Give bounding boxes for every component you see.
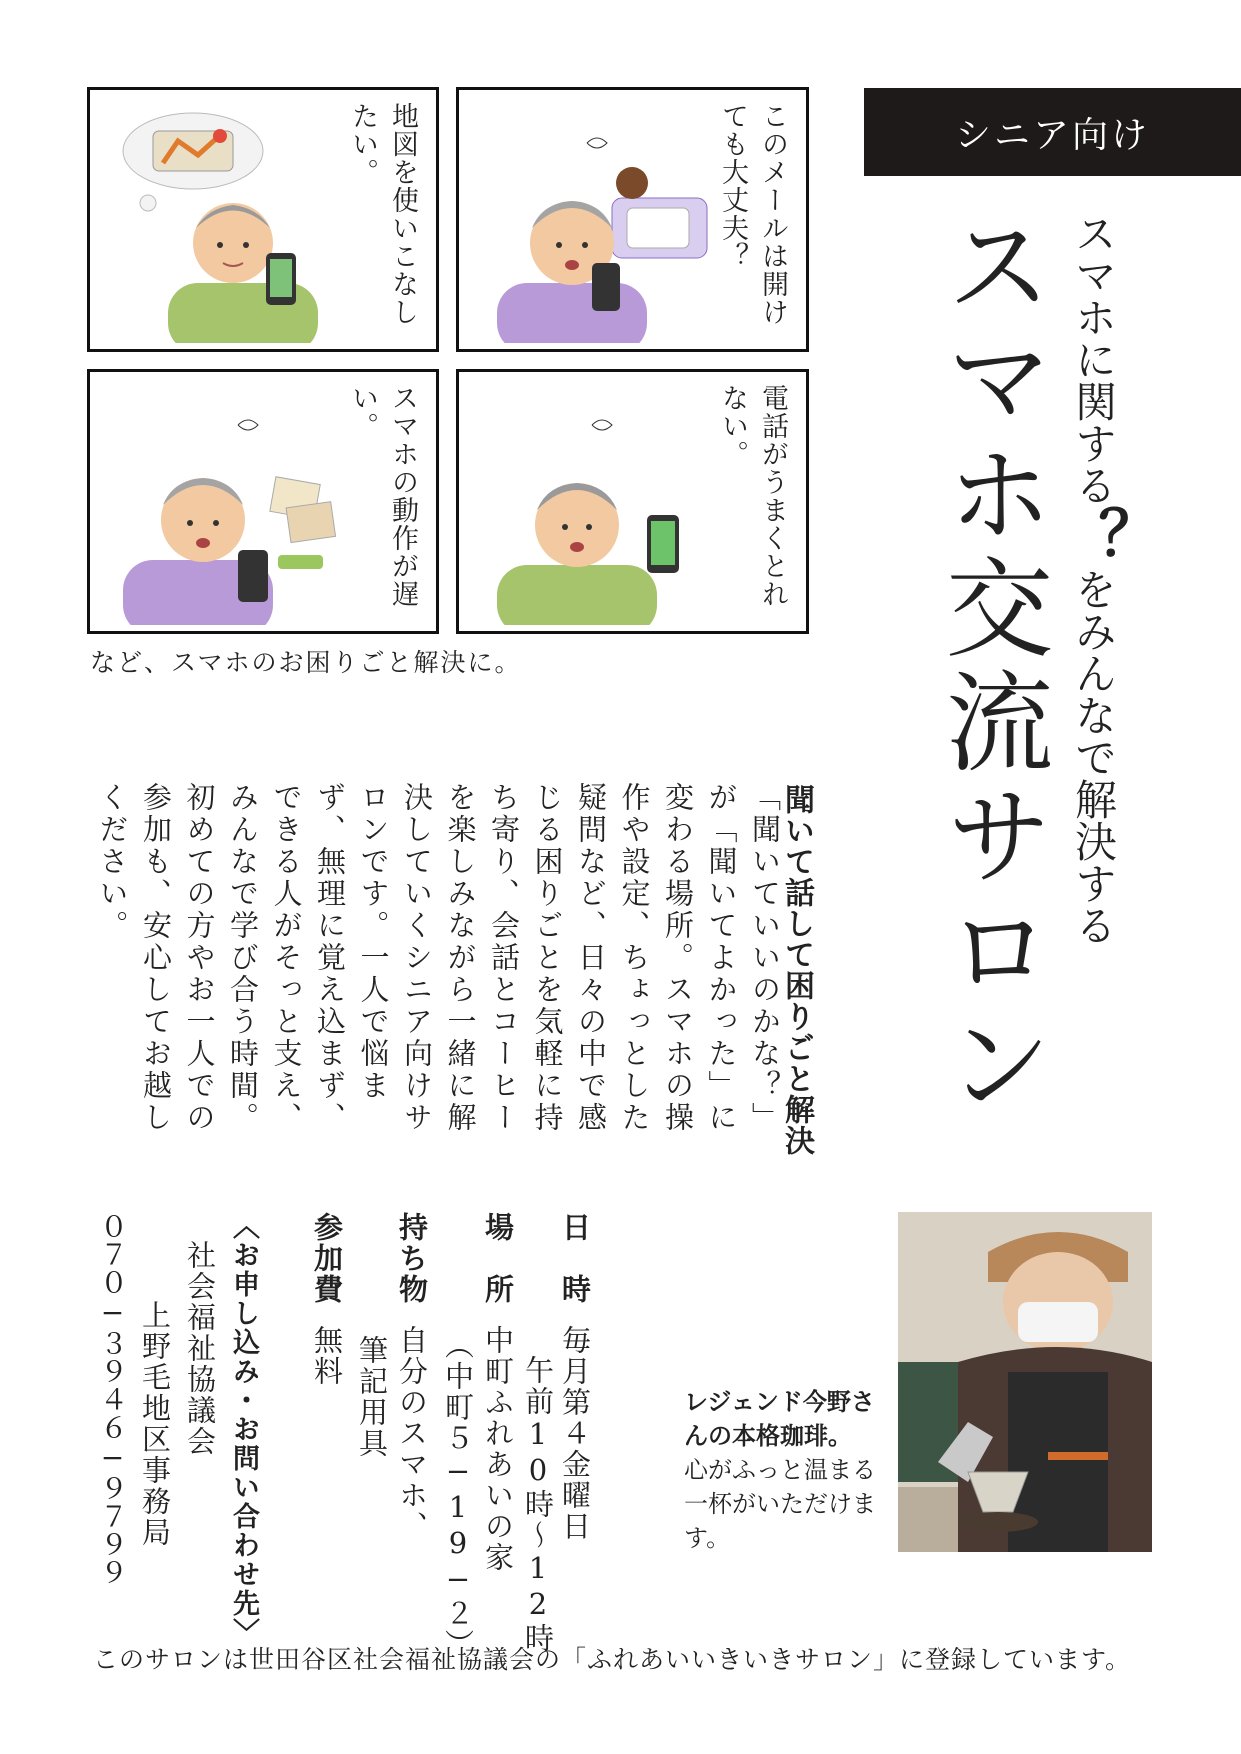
subtitle-before: スマホに関する — [1069, 212, 1118, 506]
senior-woman-slow-phone-illustration — [108, 385, 348, 625]
date-value: 毎月第４金曜日 — [558, 1325, 592, 1542]
panel-caption: 電話がうまくとれない。 — [717, 384, 788, 608]
subtitle-after: をみんなで解決する — [1069, 568, 1118, 946]
place-address: （中町５−19−２） — [441, 1330, 475, 1660]
photo-caption-text: 心がふっと温まる一杯がいただけます。 — [684, 1456, 876, 1552]
place-value: 中町ふれあいの家 — [481, 1325, 515, 1573]
info-items-2 — [352, 1335, 392, 1459]
photo-caption-bold: レジェンド今野さんの本格珈琲。 — [684, 1388, 875, 1450]
photo-caption — [684, 1385, 884, 1555]
fee-label: 参加費 — [310, 1212, 344, 1305]
panel-caption: 地図を使いこなしたい。 — [347, 102, 418, 326]
info-time — [518, 1355, 558, 1654]
senior-woman-mail-illustration — [477, 103, 717, 343]
page-title: スマホ交流サロン — [927, 210, 1052, 1122]
panel-caption: このメールは開けても大丈夫？ — [717, 102, 788, 326]
items-value-2: 筆記用具 — [355, 1335, 389, 1459]
panels-caption: など、スマホのお困りごと解決に。 — [90, 648, 522, 677]
contact-office: 上野毛地区事務局 — [138, 1300, 172, 1548]
coffee-man-photo-illustration — [898, 1212, 1152, 1552]
time-value: 午前10時〜12時 — [521, 1355, 555, 1654]
senior-tag: シニア向け — [864, 88, 1241, 176]
body-text: 「聞いていいのかな？」が「聞いてよかった」に変わる場所。スマホの操作や設定、ちょっとした疑問など、日々の中で感じる困りごとを気軽に持ち寄り、会話とコーヒーを楽しみながら一緒に解決していくシニア向けサロンです。一人で悩まず、無理に覚え込まず、できる人がそっと支え、みんなで学び合う時間。初めての方やお一人での参加も、安心してお越しください。 — [95, 782, 782, 1134]
section-headline: 聞いて話して困りごと解決 — [779, 784, 814, 1156]
info-fee — [307, 1212, 347, 1387]
info-date — [555, 1212, 595, 1542]
comic-panel-slow — [87, 369, 439, 634]
comic-panel-mail — [456, 87, 809, 352]
senior-man-map-illustration — [108, 103, 348, 343]
contact-org: 社会福祉協議会 — [183, 1240, 217, 1457]
coffee-photo — [898, 1212, 1152, 1552]
info-address — [438, 1330, 478, 1660]
info-place — [478, 1212, 518, 1573]
items-label: 持ち物 — [395, 1212, 429, 1305]
subtitle — [1057, 212, 1130, 946]
info-items — [392, 1212, 432, 1542]
place-label: 場 所 — [481, 1212, 515, 1305]
contact-phone: ０７０−３９４６−９７９９ — [96, 1212, 129, 1586]
panel-caption: スマホの動作が遅い。 — [347, 384, 418, 608]
contact-label: 〈お申し込み・お問い合わせ先〉 — [228, 1212, 259, 1647]
fee-value: 無料 — [310, 1325, 344, 1387]
items-value-1: 自分のスマホ、 — [395, 1325, 429, 1542]
senior-man-call-illustration — [477, 385, 717, 625]
date-label: 日 時 — [558, 1212, 592, 1305]
footer-note: このサロンは世田谷区社会福祉協議会の「ふれあいいきいきサロン」に登録しています。 — [93, 1645, 1132, 1674]
comic-panel-phone — [456, 369, 809, 634]
comic-panel-map — [87, 87, 439, 352]
subtitle-question-mark: ？ — [1057, 506, 1130, 568]
